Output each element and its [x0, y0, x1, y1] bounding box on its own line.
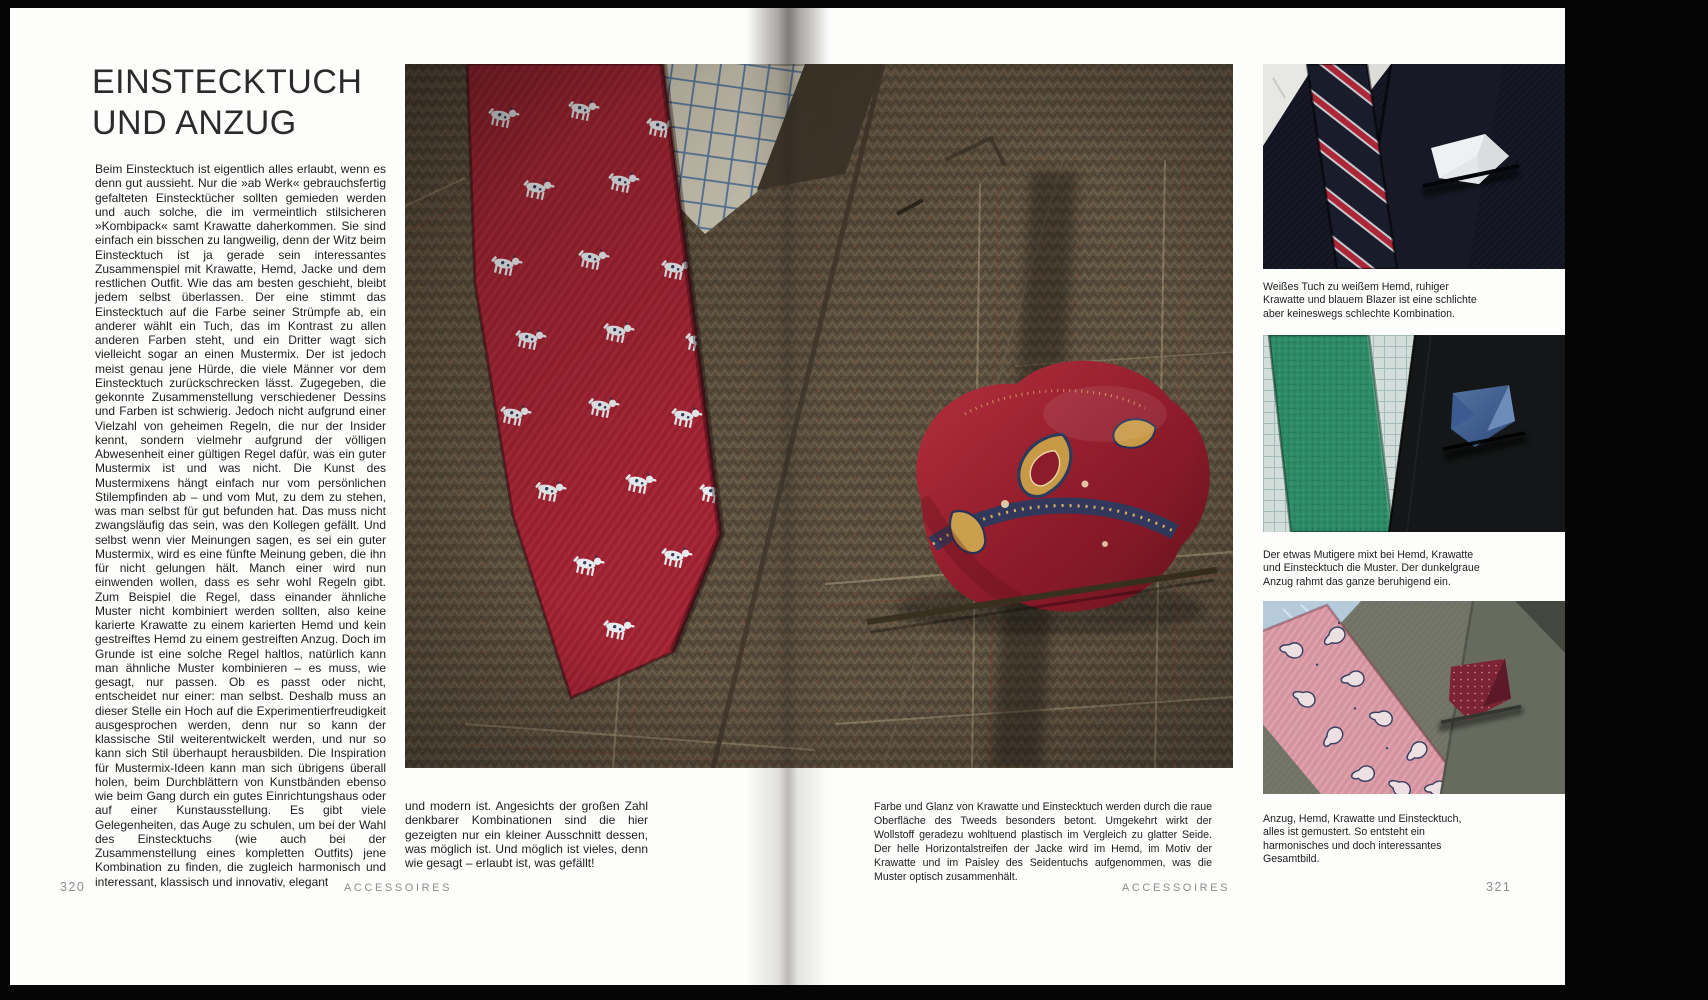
body-text-column: Beim Einstecktuch ist eigentlich alles erlaubt, wenn es denn gut aussieht. Nur die »ab Werk« gebrauchsfertig gefalteten Einstecktücher sollten gemieden werden und auch solche, die im vermeintlich stilsicheren »Kombipack« samt Krawatte daherkommen. Sie sind einfach ein bisschen zu langweilig, denn der Witz beim Einstecktuch ist ja gerade sein interessantes Zusammenspiel mit Krawatte, Hemd, Jacke und dem restlichen Outfit. Wie das am besten geschieht, bleibt jedem selbst überlassen. Der eine stimmt das Einstecktuch auf die Farbe seiner Strümpfe ab, ein anderer wählt ein Tuch, das im Kontrast zu allen anderen Farben steht, und ein Dritter wagt sich vielleicht sogar an einen Mustermix. Der ist jedoch meist genau jene Hürde, die viele Männer vor dem Einstecktuch zurückschrecken lässt. Zugegeben, die gekonnte Zusammenstellung verschiedener Dessins und Farben ist schwierig. Jedoch nicht aufgrund einer Vielzahl von geheimen Regeln, die nur der Insider kennt, sondern vielmehr aufgrund der völligen Abwesenheit einer gültigen Regel dafür, was ein guter Mustermix ist und was nicht. Die Kunst des Mustermixens hängt einfach nur vom persönlichen Stilempfinden ab – und vom Mut, zu dem zu stehen, was man selbst für gut befunden hat. Das muss nicht zwangsläufig das sein, was den Kollegen gefällt. Und selbst wenn vier Meinungen sagen, es sei ein guter Mustermix, wird es eine fünfte Meinung geben, die ihn für nicht gelungen hält. Manch einer wird nun einwenden wollen, dass es sehr wohl Regeln gibt. Zum Beispiel die Regel, dass einander ähnliche Muster nicht kombiniert werden sollten, also keine karierte Krawatte zu einem karierten Hemd und kein gestreiftes Hemd zu einem gestreiften Anzug. Doch im Grunde ist eine solche Regel haltlos, natürlich kann man ähnliche Muster kombinieren – es muss, wie gesagt, nur passen. Ob es passt oder nicht, entscheidet nur einer: man selbst. Deshalb muss an dieser Stelle ein Hoch auf die Experimentierfreudigkeit ausgesprochen werden, denn nur so kann der klassische Stil weiterentwickelt werden, und nur so kann sich Stil überhaupt herausbilden. Die Inspiration für Mustermix-Ideen kann man sich übrigens überall holen, beim Durchblättern von Kunstbänden ebenso wie beim Gang durch ein gutes Einrichtungshaus oder auf einer Kunstausstellung. Es gibt viele Gelegenheiten, das Auge zu schulen, um bei der Wahl des Einstecktuchs (wie auch bei der Zusammenstellung eines kompletten Outfits) jene Kombination zu finden, die zugleich harmonisch und interessant, klassisch und innovativ, elegant: [95, 162, 386, 889]
green-patterned-tie: [1269, 335, 1393, 532]
running-head-left: ACCESSOIRES: [343, 882, 453, 894]
side-photo-3-caption: Anzug, Hemd, Krawatte und Einstecktuch, alles ist gemustert. So entsteht ein harmonisches und doch interessantes Gesamtbild.: [1263, 813, 1462, 866]
main-photo-tweed-jacket: [405, 64, 1233, 768]
side-photo-2-caption: Der etwas Mutigere mixt bei Hemd, Krawatte und Einstecktuch die Muster. Der dunkelgraue Anzug rahmt das ganze beruhigend ein.: [1263, 549, 1480, 588]
title-line-2: UND ANZUG: [92, 104, 297, 142]
side-photo-navy-blazer: [1263, 64, 1565, 269]
body-text-continuation: und modern ist. Angesichts der großen Zahl denkbarer Kombinationen sind die hier gezeigten nur ein kleiner Ausschnitt dessen, was möglich ist. Und möglich ist vieles, denn wie gesagt – erlaubt ist, was gefällt!: [405, 799, 648, 870]
side-photo-1-image: [1263, 64, 1565, 269]
side-photo-green-tie: [1263, 335, 1565, 532]
page-number-right: 321: [1486, 880, 1512, 894]
photo-vignette: [405, 64, 1233, 768]
side-photo-pink-paisley-tie: [1263, 601, 1565, 794]
side-photo-1-caption: Weißes Tuch zu weißem Hemd, ruhiger Krawatte und blauem Blazer ist eine schlichte aber keineswegs schlechte Kombination.: [1263, 281, 1477, 320]
side-photo-3-image: [1263, 601, 1565, 794]
page-number-left: 320: [60, 880, 86, 894]
side-photo-2-image: [1263, 335, 1565, 532]
page-title: [92, 62, 362, 144]
running-head-right: ACCESSOIRES: [1121, 882, 1231, 894]
title-line-1: EINSTECKTUCH: [92, 63, 363, 101]
main-photo-image: [405, 64, 1233, 768]
main-photo-caption: Farbe und Glanz von Krawatte und Einstecktuch werden durch die raue Oberfläche des Tweeds besonders betont. Umgekehrt wirkt der Wollstoff geradezu wohltuend plastisch im Vergleich zu glatter Seide. Der helle Horizontalstreifen der Jacke wird im Hemd, im Motiv der Krawatte und im Paisley des Seidentuchs aufgenommen, was die Muster optisch zusammenhält.: [874, 801, 1212, 883]
